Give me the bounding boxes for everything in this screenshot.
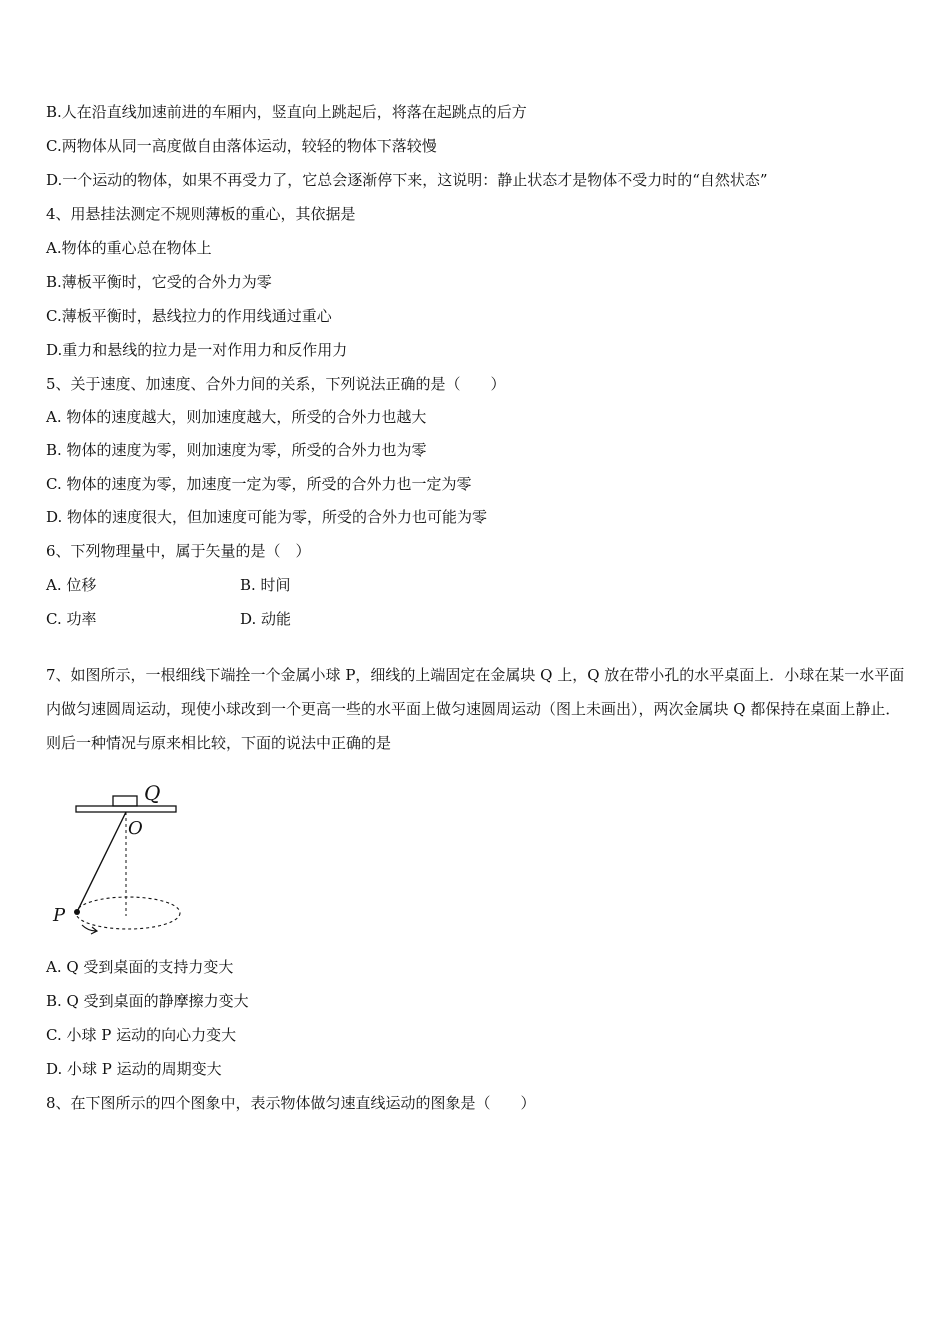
question-8: 8、在下图所示的四个图象中，表示物体做匀速直线运动的图象是（ ） bbox=[46, 1094, 536, 1112]
question-4: 4、用悬挂法测定不规则薄板的重心，其依据是 bbox=[46, 205, 356, 223]
label-q: Q bbox=[144, 781, 161, 805]
q4-option-a: A.物体的重心总在物体上 bbox=[46, 239, 212, 257]
q5-option-a: A. 物体的速度越大，则加速度越大，所受的合外力也越大 bbox=[46, 408, 427, 426]
ball-p bbox=[74, 909, 80, 915]
q6-option-d: D. 动能 bbox=[240, 610, 292, 628]
q4-option-d: D.重力和悬线的拉力是一对作用力和反作用力 bbox=[46, 341, 348, 359]
question-7: 7、如图所示，一根细线下端拴一个金属小球 P，细线的上端固定在金属块 Q 上，Q 放在带小孔的水平桌面上．小球在某一水平面内做匀速圆周运动，现使小球改到一个更高一些的水平面上做匀速圆周运动（图上未画出），两次金属块 Q 都保持在桌面上静止．则后一种情况与原来相比较，下面的说法中正确的是 bbox=[46, 666, 905, 752]
q7-option-d: D. 小球 P 运动的周期变大 bbox=[46, 1060, 222, 1078]
option-c-prev: C.两物体从同一高度做自由落体运动，较轻的物体下落较慢 bbox=[46, 137, 437, 155]
q6-option-c: C. 功率 bbox=[46, 610, 97, 628]
q7-option-c: C. 小球 P 运动的向心力变大 bbox=[46, 1026, 237, 1044]
q7-option-b: B. Q 受到桌面的静摩擦力变大 bbox=[46, 992, 249, 1010]
question-5: 5、关于速度、加速度、合外力间的关系，下列说法正确的是（ ） bbox=[46, 375, 506, 393]
block-q bbox=[113, 796, 137, 806]
label-o: O bbox=[128, 818, 143, 839]
q5-option-c: C. 物体的速度为零，加速度一定为零，所受的合外力也一定为零 bbox=[46, 475, 472, 493]
question-6: 6、下列物理量中，属于矢量的是（ ） bbox=[46, 542, 311, 560]
table-top bbox=[76, 806, 176, 812]
q4-option-b: B.薄板平衡时，它受的合外力为零 bbox=[46, 273, 272, 291]
q6-option-a: A. 位移 bbox=[46, 576, 97, 594]
option-d-prev: D.一个运动的物体，如果不再受力了，它总会逐渐停下来，这说明：静止状态才是物体不受力时的“自然状态” bbox=[46, 171, 768, 189]
option-b-prev: B.人在沿直线加速前进的车厢内，竖直向上跳起后，将落在起跳点的后方 bbox=[46, 103, 527, 121]
label-p: P bbox=[53, 905, 66, 926]
string-line bbox=[77, 812, 126, 912]
q5-option-d: D. 物体的速度很大，但加速度可能为零，所受的合外力也可能为零 bbox=[46, 508, 488, 526]
orbit-ellipse bbox=[76, 897, 180, 929]
q7-option-a: A. Q 受到桌面的支持力变大 bbox=[46, 958, 234, 976]
q5-option-b: B. 物体的速度为零，则加速度为零，所受的合外力也为零 bbox=[46, 441, 427, 459]
pendulum-figure bbox=[50, 776, 200, 938]
q4-option-c: C.薄板平衡时，悬线拉力的作用线通过重心 bbox=[46, 307, 332, 325]
q6-option-b: B. 时间 bbox=[240, 576, 291, 594]
